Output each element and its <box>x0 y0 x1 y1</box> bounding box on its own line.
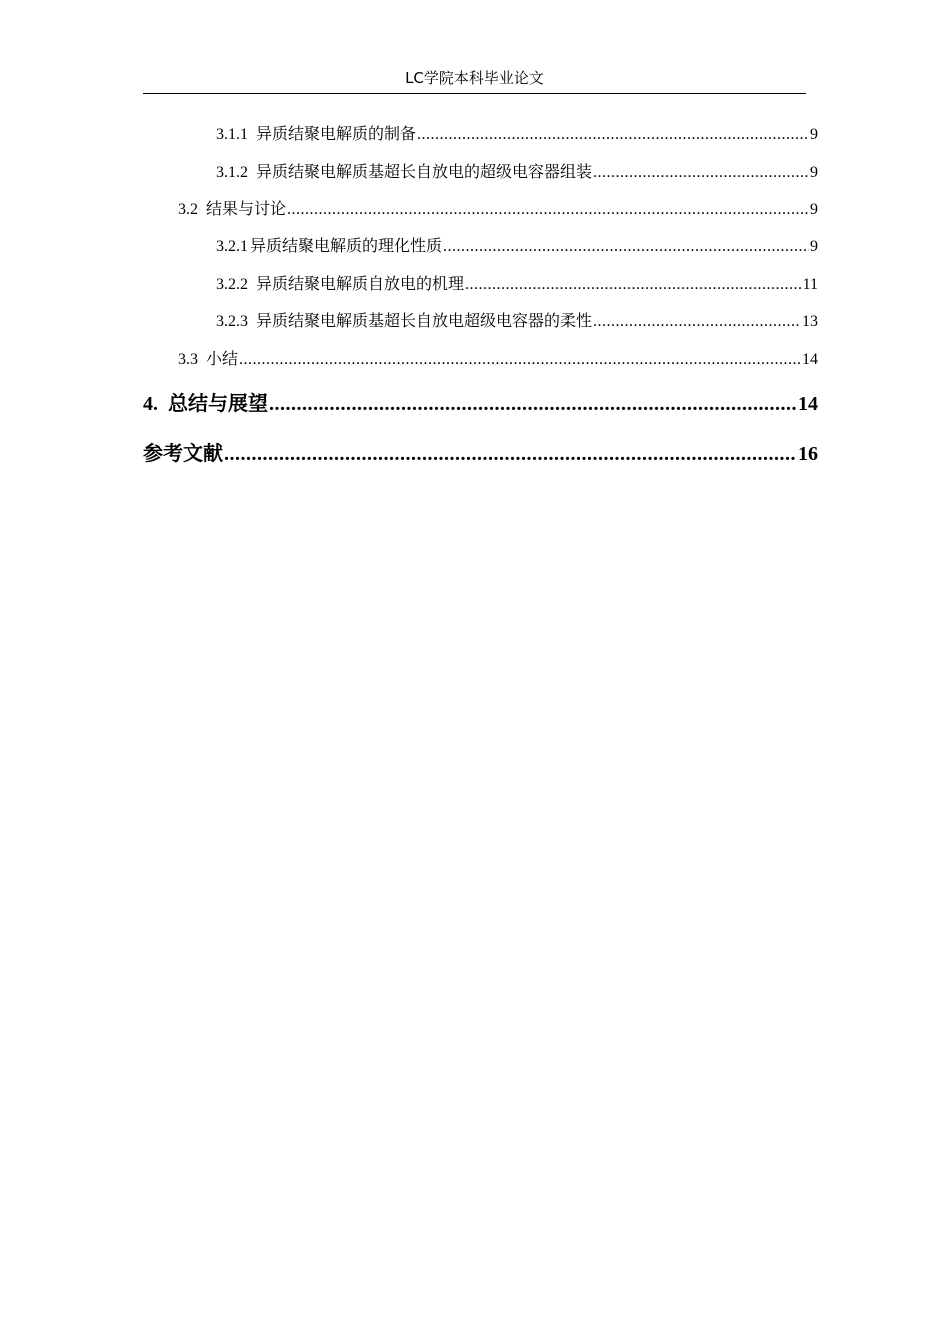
toc-entry[interactable] <box>216 271 818 294</box>
toc-entry-page: 16 <box>798 443 818 465</box>
toc-entry-title: 总结与展望 <box>168 391 268 415</box>
toc-entry-title: 异质结聚电解质的制备 <box>256 124 417 143</box>
toc-dot-leader <box>269 393 797 416</box>
toc-entry-number: 3.2.3 <box>216 313 248 330</box>
toc-entry[interactable] <box>216 308 818 331</box>
toc-entry-page: 13 <box>802 313 818 330</box>
toc-entry-title: 小结 <box>206 349 239 368</box>
toc-entry-page: 11 <box>802 276 818 293</box>
toc-entry-number: 3.2.2 <box>216 276 248 293</box>
toc-entry-page: 14 <box>798 393 818 415</box>
toc-dot-leader <box>239 351 801 369</box>
toc-entry-number: 3.1.1 <box>216 126 248 143</box>
toc-dot-leader <box>593 313 801 331</box>
toc-entry-title: 异质结聚电解质的理化性质 <box>250 236 443 255</box>
toc-entry-title: 结果与讨论 <box>206 199 287 218</box>
toc-entry-number: 3.3 <box>178 351 198 368</box>
toc-entry-page: 9 <box>810 164 818 181</box>
toc-entry[interactable] <box>216 121 818 144</box>
toc-entry[interactable] <box>178 196 818 219</box>
toc-entry-page: 9 <box>810 126 818 143</box>
toc-dot-leader <box>287 201 809 219</box>
toc-dot-leader <box>593 164 809 182</box>
toc-entry[interactable] <box>143 437 818 466</box>
toc-entry-title: 参考文献 <box>143 441 223 465</box>
toc-entry-title: 异质结聚电解质基超长自放电超级电容器的柔性 <box>256 311 593 330</box>
toc-entry-number: 3.2 <box>178 201 198 218</box>
toc-entry[interactable] <box>143 387 818 416</box>
toc-dot-leader <box>224 443 797 466</box>
toc-dot-leader <box>417 126 809 144</box>
header-rule <box>143 93 806 94</box>
toc-entry-number: 3.2.1 <box>216 238 248 255</box>
toc-entry-page: 9 <box>810 201 818 218</box>
toc-entry-title: 异质结聚电解质基超长自放电的超级电容器组装 <box>256 162 593 181</box>
page-header: LC学院本科毕业论文 <box>405 69 544 87</box>
toc-entry[interactable] <box>216 233 818 256</box>
toc-entry-page: 14 <box>802 351 818 368</box>
toc-entry-title: 异质结聚电解质自放电的机理 <box>256 274 465 293</box>
toc-entry[interactable] <box>178 346 818 369</box>
toc-entry-number: 3.1.2 <box>216 164 248 181</box>
toc-entry[interactable] <box>216 159 818 182</box>
toc-dot-leader <box>465 276 802 294</box>
toc-entry-page: 9 <box>810 238 818 255</box>
toc-entry-number: 4. <box>143 393 158 415</box>
toc-dot-leader <box>443 238 809 256</box>
